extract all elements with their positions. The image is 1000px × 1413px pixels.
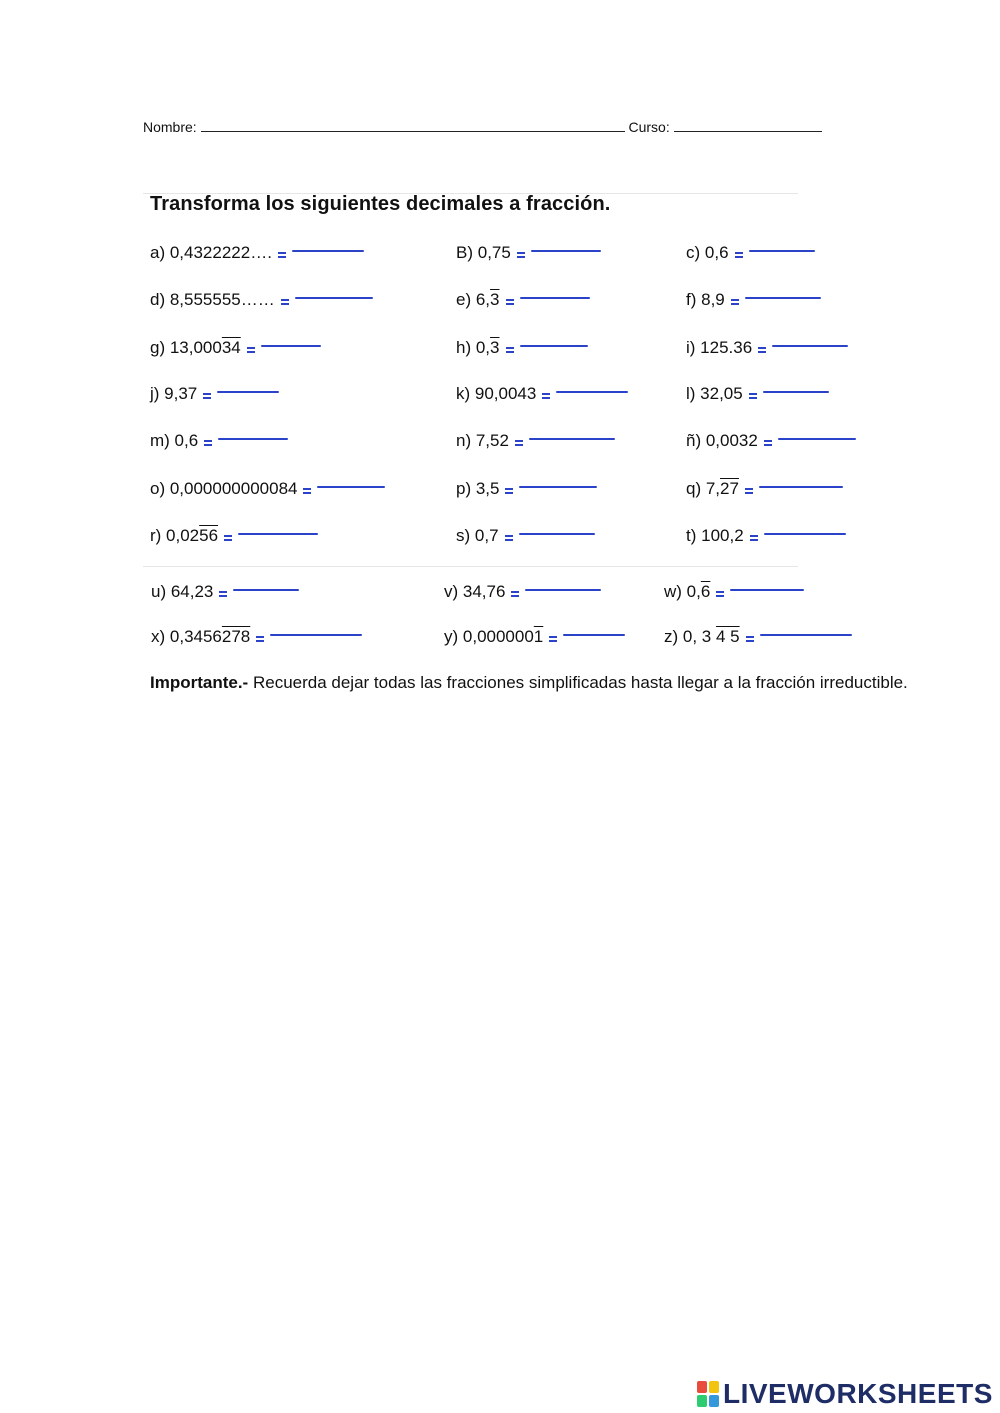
- exercise-expression: [456, 526, 499, 546]
- important-label: Importante.-: [150, 673, 249, 692]
- exercise-item: [150, 479, 385, 499]
- exercise-item: [150, 384, 279, 404]
- answer-field[interactable]: [745, 297, 821, 299]
- answer-field[interactable]: [529, 438, 615, 440]
- logo-square: [709, 1395, 719, 1407]
- exercise-item: [151, 582, 299, 602]
- equals-sign: [746, 636, 754, 642]
- decimal-value: 0,0032: [705, 431, 758, 450]
- logo-square: [697, 1381, 707, 1393]
- equals-sign: [505, 488, 513, 494]
- answer-field[interactable]: [519, 533, 595, 535]
- decimal-value: 0,4322222….: [169, 243, 272, 262]
- equals-sign: [745, 488, 753, 494]
- equals-sign: [549, 636, 557, 642]
- repeating-digits: 3: [490, 290, 500, 309]
- exercise-expression: [150, 479, 297, 499]
- equals-sign: [735, 252, 743, 258]
- exercise-expression: [444, 582, 505, 602]
- equals-sign: [505, 535, 513, 541]
- exercise-item: [686, 431, 856, 451]
- decimal-value: 7,: [705, 479, 721, 498]
- logo-square: [697, 1395, 707, 1407]
- decimal-value: 0,75: [477, 243, 511, 262]
- exercise-expression: [686, 338, 752, 358]
- exercise-label: o): [150, 479, 170, 498]
- answer-field[interactable]: [763, 391, 829, 393]
- liveworksheets-logo: [697, 1378, 993, 1410]
- decimal-value: 100,2: [701, 526, 744, 545]
- repeating-digits: 34: [221, 338, 241, 357]
- decimal-value: 90,0043: [474, 384, 537, 403]
- equals-sign: [511, 591, 519, 597]
- exercise-expression: [150, 384, 197, 404]
- answer-field[interactable]: [563, 634, 625, 636]
- decimal-value: 8,9: [701, 290, 725, 309]
- answer-field[interactable]: [730, 589, 804, 591]
- answer-field[interactable]: [772, 345, 848, 347]
- exercise-label: t): [686, 526, 702, 545]
- exercise-expression: [456, 384, 536, 404]
- exercise-item: [664, 582, 804, 602]
- page-title: Transforma los siguientes decimales a fracción.: [150, 193, 611, 215]
- exercise-item: [151, 627, 362, 647]
- exercise-item: [686, 243, 815, 263]
- equals-sign: [506, 299, 514, 305]
- exercise-item: [456, 338, 588, 358]
- answer-field[interactable]: [749, 250, 815, 252]
- exercise-item: [150, 431, 288, 451]
- answer-field[interactable]: [760, 634, 852, 636]
- exercise-expression: [456, 431, 509, 451]
- exercise-item: [686, 290, 821, 310]
- decimal-value: 3,5: [475, 479, 500, 498]
- exercise-expression: [456, 338, 500, 358]
- exercise-label: i): [686, 338, 701, 357]
- equals-sign: [247, 347, 255, 353]
- course-label: Curso:: [628, 119, 670, 135]
- exercise-item: [456, 431, 615, 451]
- answer-field[interactable]: [292, 250, 364, 252]
- answer-field[interactable]: [764, 533, 846, 535]
- answer-field[interactable]: [531, 250, 601, 252]
- exercise-expression: [686, 479, 739, 499]
- answer-field[interactable]: [295, 297, 373, 299]
- exercise-expression: [151, 627, 250, 647]
- brand-name: LIVEWORKSHEETS: [723, 1378, 993, 1409]
- exercise-expression: [150, 526, 218, 546]
- logo-grid-icon: [697, 1381, 719, 1407]
- exercise-expression: [150, 243, 272, 263]
- exercise-label: l): [686, 384, 701, 403]
- exercise-label: q): [686, 479, 706, 498]
- exercise-item: [456, 290, 590, 310]
- exercise-expression: [686, 526, 744, 546]
- exercise-item: [150, 338, 321, 358]
- exercise-expression: [686, 431, 758, 451]
- equals-sign: [278, 252, 286, 258]
- answer-field[interactable]: [261, 345, 321, 347]
- answer-field[interactable]: [556, 391, 628, 393]
- important-text: Recuerda dejar todas las fracciones simplificadas hasta llegar a la fracción irreductible.: [248, 673, 908, 692]
- exercise-label: x): [151, 627, 170, 646]
- exercise-item: [444, 582, 601, 602]
- exercise-expression: [444, 627, 543, 647]
- equals-sign: [542, 393, 550, 399]
- exercise-label: r): [150, 526, 167, 545]
- exercise-label: n): [456, 431, 476, 450]
- decimal-value: 0,000000: [462, 627, 534, 646]
- decimal-value: 125.36: [700, 338, 753, 357]
- exercise-item: [456, 479, 597, 499]
- exercise-expression: [150, 290, 275, 310]
- exercise-item: [456, 243, 601, 263]
- equals-sign: [506, 347, 514, 353]
- exercise-item: [686, 338, 848, 358]
- exercise-label: g): [150, 338, 170, 357]
- exercise-expression: [456, 243, 511, 263]
- exercise-item: [686, 526, 846, 546]
- answer-field[interactable]: [238, 533, 318, 535]
- equals-sign: [203, 393, 211, 399]
- exercise-item: [150, 243, 364, 263]
- equals-sign: [764, 440, 772, 446]
- answer-field[interactable]: [520, 345, 588, 347]
- equals-sign: [731, 299, 739, 305]
- exercise-item: [456, 384, 628, 404]
- exercise-item: [686, 384, 829, 404]
- answer-field[interactable]: [218, 438, 288, 440]
- exercise-label: e): [456, 290, 476, 309]
- decimal-value: 0, 3: [682, 627, 716, 646]
- exercise-label: ñ): [686, 431, 706, 450]
- decimal-value: 0,000000000084: [169, 479, 298, 498]
- name-field[interactable]: [201, 119, 625, 132]
- logo-square: [709, 1381, 719, 1393]
- exercise-label: m): [150, 431, 175, 450]
- exercise-label: u): [151, 582, 171, 601]
- answer-field[interactable]: [525, 589, 601, 591]
- exercise-item: [686, 479, 843, 499]
- exercise-label: p): [456, 479, 476, 498]
- exercise-expression: [664, 582, 710, 602]
- decimal-value: 32,05: [700, 384, 743, 403]
- decimal-value: 0,: [686, 582, 701, 601]
- exercise-label: j): [150, 384, 165, 403]
- equals-sign: [224, 535, 232, 541]
- exercise-label: f): [686, 290, 702, 309]
- decimal-value: 64,23: [170, 582, 214, 601]
- equals-sign: [749, 393, 757, 399]
- answer-field[interactable]: [270, 634, 362, 636]
- exercise-label: w): [664, 582, 687, 601]
- exercise-expression: [151, 582, 213, 602]
- exercise-label: k): [456, 384, 475, 403]
- repeating-digits: 3: [490, 338, 500, 357]
- repeating-digits: 56: [199, 526, 219, 545]
- decimal-value: 0,6: [174, 431, 199, 450]
- equals-sign: [515, 440, 523, 446]
- answer-field[interactable]: [520, 297, 590, 299]
- decimal-value: 0,02: [166, 526, 200, 545]
- exercise-label: y): [444, 627, 463, 646]
- equals-sign: [517, 252, 525, 258]
- exercise-label: z): [664, 627, 683, 646]
- answer-field[interactable]: [519, 486, 597, 488]
- exercise-expression: [456, 479, 499, 499]
- exercise-label: v): [444, 582, 463, 601]
- decimal-value: 13,000: [169, 338, 222, 357]
- decimal-value: 34,76: [462, 582, 506, 601]
- exercise-expression: [686, 384, 743, 404]
- decimal-value: 0,6: [704, 243, 729, 262]
- equals-sign: [204, 440, 212, 446]
- decimal-value: 9,37: [164, 384, 198, 403]
- decimal-value: 6,: [475, 290, 491, 309]
- equals-sign: [716, 591, 724, 597]
- equals-sign: [750, 535, 758, 541]
- repeating-digits: 278: [221, 627, 251, 646]
- exercise-expression: [150, 338, 241, 358]
- decimal-value: 0,3456: [169, 627, 222, 646]
- exercise-item: [150, 526, 318, 546]
- equals-sign: [758, 347, 766, 353]
- exercise-expression: [150, 431, 198, 451]
- exercise-expression: [456, 290, 500, 310]
- exercise-item: [150, 290, 373, 310]
- equals-sign: [281, 299, 289, 305]
- exercise-label: d): [150, 290, 170, 309]
- answer-field[interactable]: [233, 589, 299, 591]
- repeating-digits: 1: [533, 627, 544, 646]
- answer-field[interactable]: [759, 486, 843, 488]
- repeating-digits: 27: [720, 479, 739, 498]
- exercise-expression: [664, 627, 740, 647]
- important-note: [150, 672, 908, 694]
- equals-sign: [303, 488, 311, 494]
- exercise-item: [456, 526, 595, 546]
- name-label: Nombre:: [143, 119, 197, 135]
- decimal-value: 0,7: [474, 526, 499, 545]
- exercise-label: s): [456, 526, 475, 545]
- exercise-label: B): [456, 243, 478, 262]
- answer-field[interactable]: [778, 438, 856, 440]
- exercise-label: h): [456, 338, 476, 357]
- decimal-value: 7,52: [475, 431, 509, 450]
- answer-field[interactable]: [317, 486, 385, 488]
- exercise-expression: [686, 243, 729, 263]
- exercise-item: [664, 627, 852, 647]
- answer-field[interactable]: [217, 391, 279, 393]
- equals-sign: [219, 591, 227, 597]
- exercise-expression: [686, 290, 725, 310]
- decimal-value: 8,555555……: [169, 290, 275, 309]
- exercise-item: [444, 627, 625, 647]
- decimal-value: 0,: [475, 338, 491, 357]
- student-header: [143, 119, 822, 135]
- repeating-digits: 4 5: [715, 627, 740, 646]
- exercise-label: a): [150, 243, 170, 262]
- course-field[interactable]: [674, 119, 822, 132]
- exercise-label: c): [686, 243, 705, 262]
- equals-sign: [256, 636, 264, 642]
- repeating-digits: 6: [700, 582, 711, 601]
